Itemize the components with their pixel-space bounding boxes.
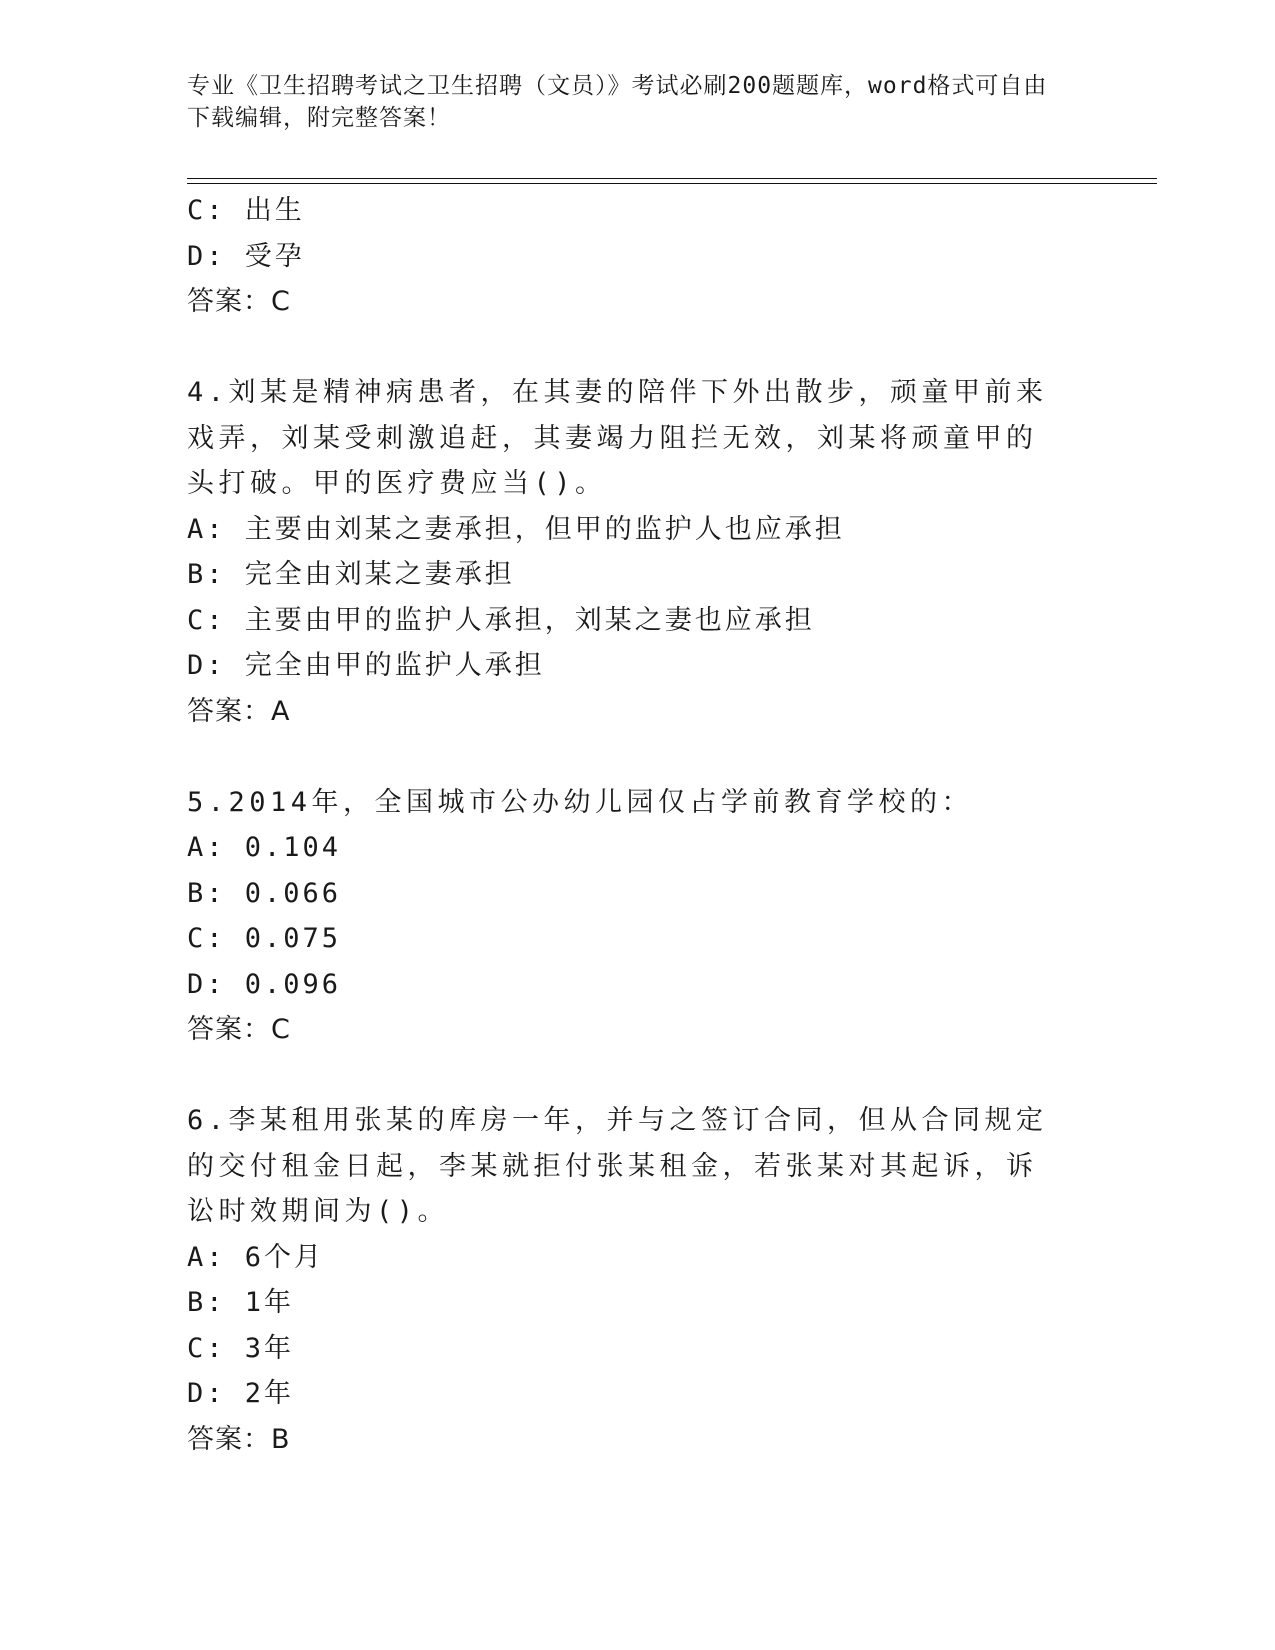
option-d: D: 完全由甲的监护人承担	[187, 650, 545, 681]
option-c: C: 主要由甲的监护人承担，刘某之妻也应承担	[187, 604, 815, 636]
option-c: C: 0.075	[187, 923, 342, 954]
question-3-tail	[187, 188, 1067, 325]
question-4	[187, 370, 1067, 734]
answer-line: 答案：A	[187, 695, 291, 727]
option-a: A: 主要由刘某之妻承担，但甲的监护人也应承担	[187, 513, 845, 545]
option-c: C: 出生	[187, 195, 305, 226]
header-divider-top	[187, 178, 1157, 179]
option-b: B: 1年	[187, 1287, 295, 1318]
option-a: A: 6个月	[187, 1241, 325, 1273]
option-d: D: 受孕	[187, 240, 305, 272]
spacer	[187, 325, 1067, 371]
question-stem: 5.2014年，全国城市公办幼儿园仅占学前教育学校的：	[187, 786, 974, 818]
option-d: D: 0.096	[187, 968, 342, 1000]
option-c: C: 3年	[187, 1332, 295, 1364]
option-d: D: 2年	[187, 1378, 295, 1409]
question-6	[187, 1098, 1067, 1462]
question-5	[187, 780, 1067, 1053]
answer-line: 答案：B	[187, 1423, 291, 1455]
option-b: B: 0.066	[187, 877, 342, 909]
answer-line: 答案：C	[187, 286, 291, 317]
document-header: 专业《卫生招聘考试之卫生招聘（文员）》考试必刷200题题库，word格式可自由下载编辑，附完整答案！	[187, 73, 1048, 131]
spacer	[187, 734, 1067, 780]
option-a: A: 0.104	[187, 832, 342, 863]
header-divider-bottom	[187, 183, 1157, 184]
question-stem: 4.刘某是精神病患者，在其妻的陪伴下外出散步，顽童甲前来戏弄，刘某受刺激追赶，其妻竭力阻拦无效，刘某将顽童甲的头打破。甲的医疗费应当()。	[187, 377, 1048, 499]
question-stem: 6.李某租用张某的库房一年，并与之签订合同，但从合同规定的交付租金日起，李某就拒付张某租金，若张某对其起诉，诉讼时效期间为()。	[187, 1105, 1048, 1227]
option-b: B: 完全由刘某之妻承担	[187, 559, 515, 590]
question-list	[187, 188, 1067, 1462]
answer-line: 答案：C	[187, 1014, 291, 1045]
spacer	[187, 1053, 1067, 1099]
